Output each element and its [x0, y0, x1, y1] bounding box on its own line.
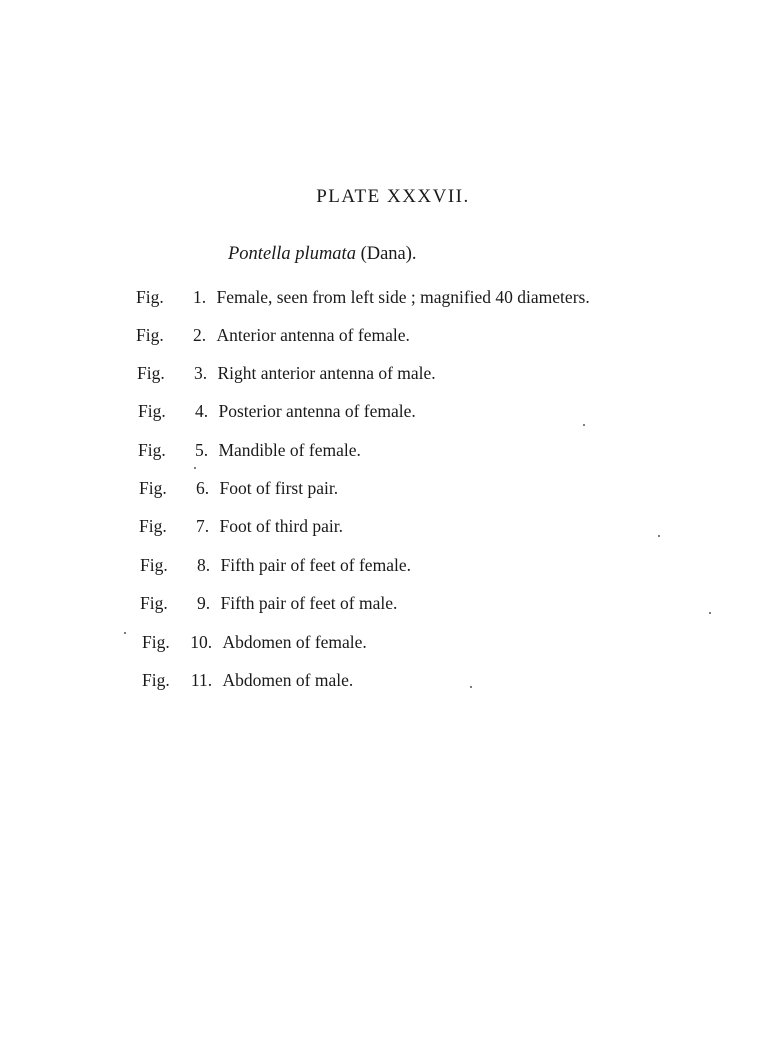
species-authority: (Dana). [360, 244, 417, 264]
figure-label: Fig. [139, 516, 167, 536]
scan-speck [658, 535, 660, 537]
scan-speck [194, 467, 196, 469]
scan-speck [124, 632, 126, 634]
figure-item-10 [142, 630, 367, 654]
figure-item-5 [138, 438, 361, 462]
figure-number: 3. [193, 363, 208, 383]
figure-number: 9. [196, 593, 211, 613]
figure-description: Abdomen of female. [222, 632, 367, 652]
plate-title: PLATE XXXVII. [316, 186, 470, 207]
figure-description: Posterior antenna of female. [218, 401, 416, 421]
figure-number: 5. [194, 440, 209, 460]
figure-number: 7. [195, 516, 210, 536]
figure-label: Fig. [137, 363, 165, 383]
figure-item-3 [137, 361, 436, 385]
figure-description: Foot of third pair. [219, 516, 343, 536]
species-name: Pontella plumata [228, 244, 356, 264]
scan-speck [583, 424, 585, 426]
figure-description: Right anterior antenna of male. [217, 363, 436, 383]
figure-label: Fig. [136, 325, 164, 345]
figure-label: Fig. [138, 401, 166, 421]
figure-description: Abdomen of male. [222, 670, 354, 690]
figure-label: Fig. [139, 478, 167, 498]
figure-label: Fig. [138, 440, 166, 460]
figure-item-9 [140, 591, 397, 615]
figure-number: 10. [190, 632, 213, 652]
figure-number: 8. [196, 555, 211, 575]
figure-item-2 [136, 323, 410, 347]
figure-item-7 [139, 514, 343, 538]
figure-label: Fig. [136, 287, 164, 307]
figure-number: 2. [192, 325, 207, 345]
figure-number: 6. [195, 478, 210, 498]
figure-description: Female, seen from left side ; magnified 40 diameters. [216, 287, 590, 307]
figure-description: Foot of first pair. [219, 478, 339, 498]
scan-speck [470, 686, 472, 688]
figure-description: Mandible of female. [218, 440, 361, 460]
figure-item-11 [142, 668, 353, 692]
species-heading [228, 244, 417, 265]
figure-label: Fig. [140, 593, 168, 613]
scan-speck [709, 612, 711, 614]
figure-item-8 [140, 553, 411, 577]
figure-number: 1. [192, 287, 207, 307]
figure-description: Fifth pair of feet of male. [220, 593, 398, 613]
figure-label: Fig. [142, 632, 170, 652]
figure-number: 4. [194, 401, 209, 421]
figure-description: Anterior antenna of female. [216, 325, 410, 345]
figure-label: Fig. [140, 555, 168, 575]
figure-item-1 [136, 285, 590, 309]
figure-label: Fig. [142, 670, 170, 690]
figure-item-6 [139, 476, 338, 500]
figure-number: 11. [190, 670, 213, 690]
figure-item-4 [138, 399, 416, 423]
figure-description: Fifth pair of feet of female. [220, 555, 411, 575]
